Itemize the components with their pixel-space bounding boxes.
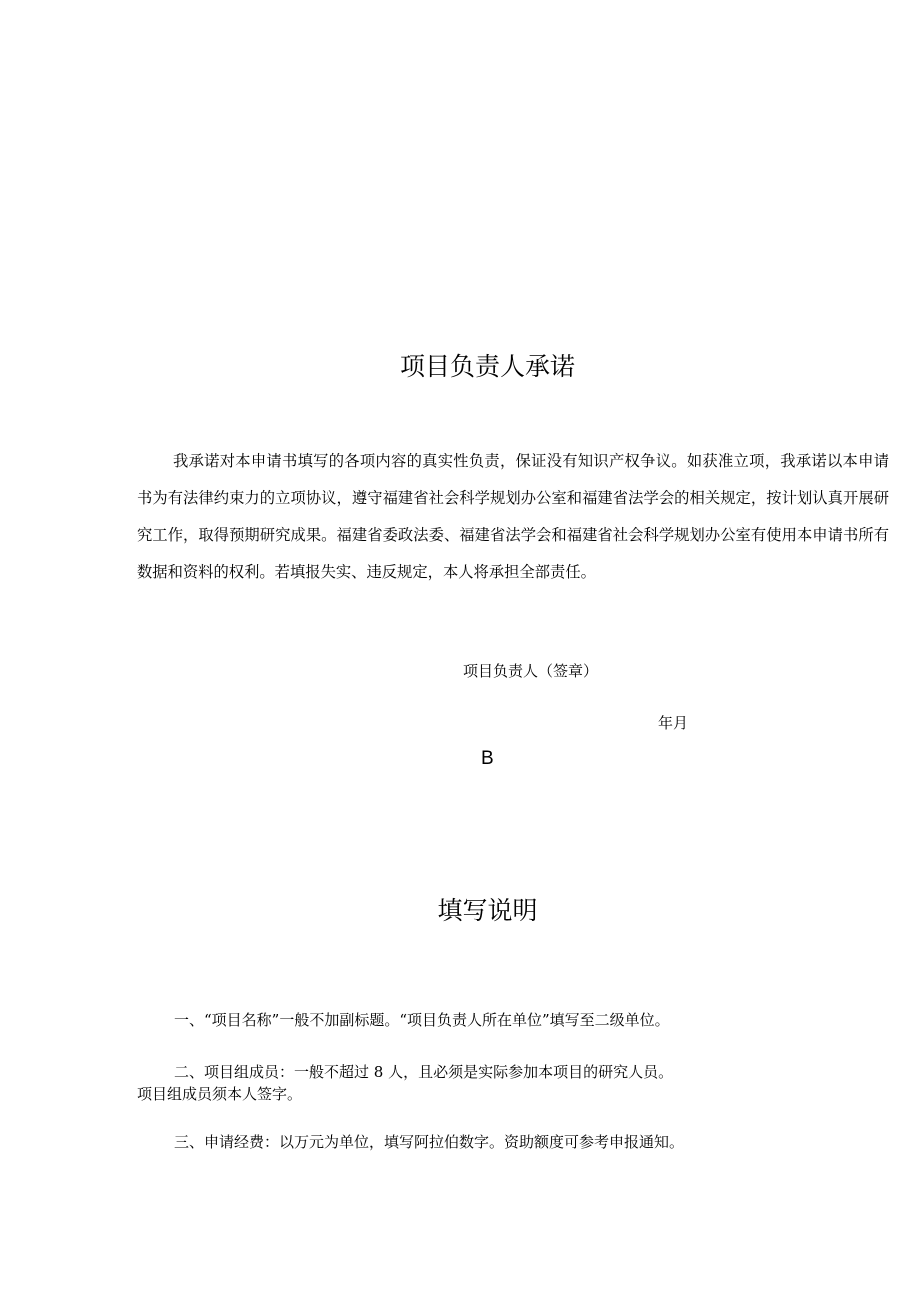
signature-label: 项目负责人（签章） — [463, 662, 599, 680]
instruction-item-3 — [137, 1131, 897, 1153]
instruction-item-1-text: 一、“项目名称”一般不加副标题。“项目负责人所在单位”填写至二级单位。 — [174, 1011, 670, 1029]
day-mark: B — [481, 748, 494, 769]
instruction-item-2-text: 二、项目组成员：一般不超过 8 人，且必须是实际参加本项目的研究人员。 — [174, 1063, 674, 1081]
instruction-item-1 — [137, 1009, 897, 1031]
instruction-item-2 — [137, 1061, 897, 1105]
instruction-item-3-text: 三、申请经费：以万元为单位，填写阿拉伯数字。资助额度可参考申报通知。 — [174, 1133, 685, 1151]
pledge-title: 项目负责人承诺 — [399, 352, 575, 381]
instruction-item-2-continuation: 项目组成员须本人签字。 — [137, 1085, 303, 1103]
instructions-title: 填写说明 — [437, 896, 538, 925]
date-label: 年月 — [658, 714, 689, 732]
pledge-paragraph: 我承诺对本申请书填写的各项内容的真实性负责，保证没有知识产权争议。如获准立项，我承诺以本申请书为有法律约束力的立项协议，遵守福建省社会科学规划办公室和福建省法学会的相关规定，按计划认真开展研究工作，取得预期研究成果。福建省委政法委、福建省法学会和福建省社会科学规划办公室有使用本申请书所有数据和资料的权利。若填报失实、违反规定，本人将承担全部责任。 — [137, 452, 889, 581]
